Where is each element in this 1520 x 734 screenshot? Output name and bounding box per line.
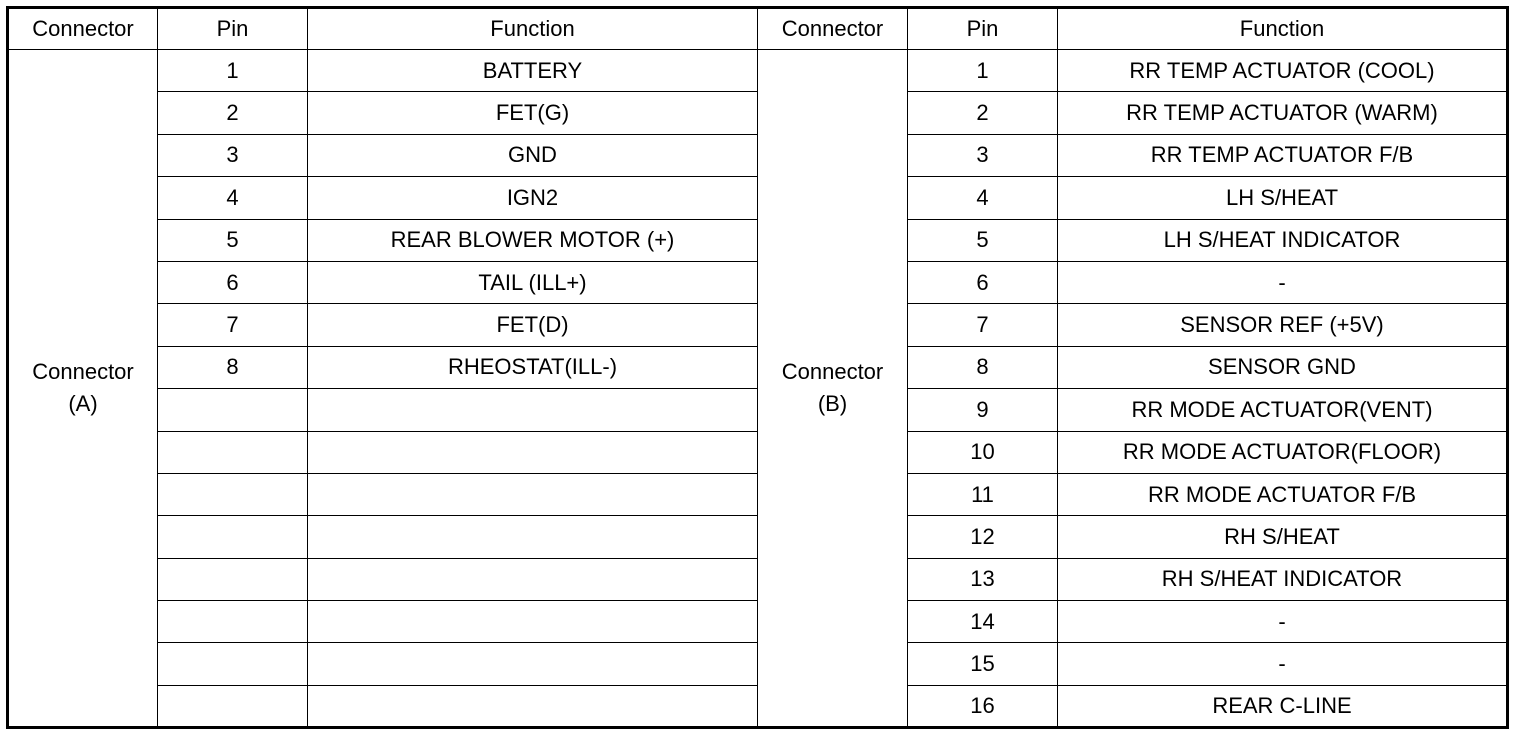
connector-a-pin: [158, 558, 308, 600]
connector-a-function: RHEOSTAT(ILL-): [308, 346, 758, 388]
connector-a-pin: 8: [158, 346, 308, 388]
connector-a-pin: 5: [158, 219, 308, 261]
connector-a-function: TAIL (ILL+): [308, 261, 758, 303]
header-pin-b: Pin: [908, 8, 1058, 50]
connector-a-label-line1: Connector: [32, 359, 134, 385]
connector-a-pin: [158, 685, 308, 727]
table-header-row: [8, 8, 1508, 50]
connector-b-pin: 5: [908, 219, 1058, 261]
connector-b-pin: 6: [908, 261, 1058, 303]
connector-a-function: [308, 516, 758, 558]
connector-a-pin: [158, 643, 308, 685]
connector-a-function: FET(G): [308, 92, 758, 134]
connector-a-function: BATTERY: [308, 50, 758, 92]
connector-a-function: REAR BLOWER MOTOR (+): [308, 219, 758, 261]
connector-b-function: LH S/HEAT: [1058, 177, 1508, 219]
connector-b-pin: 7: [908, 304, 1058, 346]
connector-b-function: SENSOR REF (+5V): [1058, 304, 1508, 346]
connector-b-pin: 15: [908, 643, 1058, 685]
connector-b-function: RR TEMP ACTUATOR F/B: [1058, 134, 1508, 176]
connector-b-label: [758, 50, 908, 728]
connector-a-pin: 3: [158, 134, 308, 176]
connector-b-pin: 3: [908, 134, 1058, 176]
connector-b-function: RR MODE ACTUATOR(VENT): [1058, 389, 1508, 431]
connector-a-function: [308, 643, 758, 685]
connector-a-pin: 2: [158, 92, 308, 134]
connector-a-label-line2: (A): [68, 391, 98, 417]
connector-b-label-line1: Connector: [781, 359, 884, 385]
connector-b-function: -: [1058, 643, 1508, 685]
connector-a-function: GND: [308, 134, 758, 176]
connector-b-pin: 1: [908, 50, 1058, 92]
connector-a-function: FET(D): [308, 304, 758, 346]
connector-a-pin: [158, 389, 308, 431]
connector-b-function: RR TEMP ACTUATOR (WARM): [1058, 92, 1508, 134]
connector-b-function: -: [1058, 261, 1508, 303]
connector-a-label: [8, 50, 158, 728]
connector-a-function: IGN2: [308, 177, 758, 219]
connector-a-pin: 6: [158, 261, 308, 303]
header-function-b: Function: [1058, 8, 1508, 50]
connector-a-pin: [158, 516, 308, 558]
connector-b-function: SENSOR GND: [1058, 346, 1508, 388]
connector-a-pin: [158, 431, 308, 473]
connector-pin-table: [6, 6, 1509, 729]
connector-b-pin: 13: [908, 558, 1058, 600]
connector-a-function: [308, 473, 758, 515]
connector-b-function: LH S/HEAT INDICATOR: [1058, 219, 1508, 261]
connector-b-pin: 2: [908, 92, 1058, 134]
connector-a-pin: 1: [158, 50, 308, 92]
connector-b-pin: 4: [908, 177, 1058, 219]
connector-b-pin: 12: [908, 516, 1058, 558]
connector-a-function: [308, 601, 758, 643]
connector-b-pin: 9: [908, 389, 1058, 431]
connector-a-function: [308, 431, 758, 473]
table-row: [8, 50, 1508, 92]
connector-a-function: [308, 389, 758, 431]
connector-b-function: RR MODE ACTUATOR F/B: [1058, 473, 1508, 515]
connector-b-pin: 11: [908, 473, 1058, 515]
connector-b-pin: 8: [908, 346, 1058, 388]
connector-b-label-line2: (B): [817, 391, 848, 417]
connector-b-function: -: [1058, 601, 1508, 643]
connector-b-pin: 10: [908, 431, 1058, 473]
header-function-a: Function: [308, 8, 758, 50]
connector-b-function: RH S/HEAT: [1058, 516, 1508, 558]
connector-b-function: RR TEMP ACTUATOR (COOL): [1058, 50, 1508, 92]
connector-b-function: RH S/HEAT INDICATOR: [1058, 558, 1508, 600]
connector-a-function: [308, 685, 758, 727]
connector-a-pin: [158, 601, 308, 643]
connector-b-pin: 16: [908, 685, 1058, 727]
connector-a-pin: 4: [158, 177, 308, 219]
header-connector-b: Connector: [758, 8, 908, 50]
header-connector-a: Connector: [8, 8, 158, 50]
connector-a-pin: 7: [158, 304, 308, 346]
connector-b-function: RR MODE ACTUATOR(FLOOR): [1058, 431, 1508, 473]
connector-a-pin: [158, 473, 308, 515]
connector-b-function: REAR C-LINE: [1058, 685, 1508, 727]
connector-a-function: [308, 558, 758, 600]
connector-b-pin: 14: [908, 601, 1058, 643]
header-pin-a: Pin: [158, 8, 308, 50]
